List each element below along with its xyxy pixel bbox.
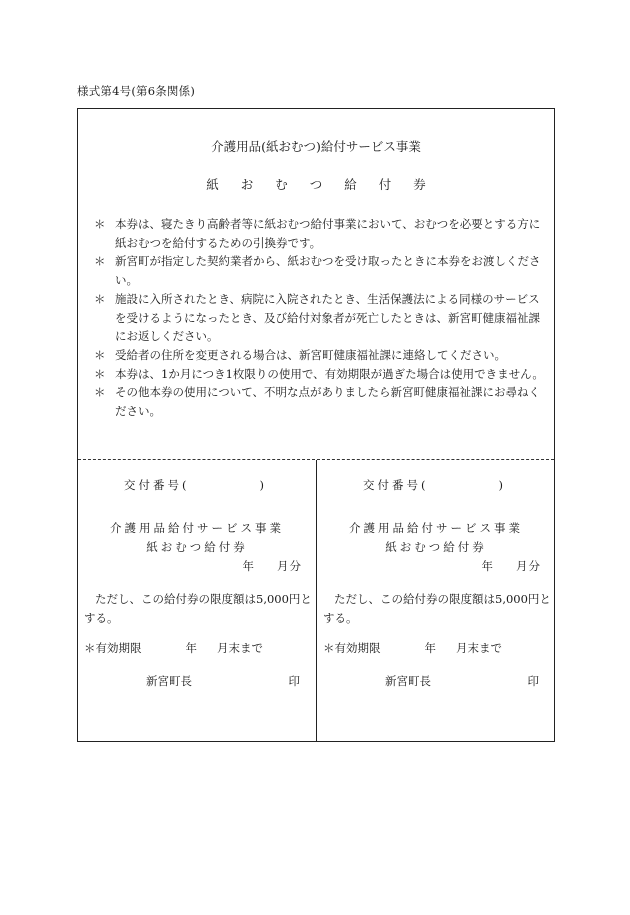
asterisk-mark: ＊ <box>94 366 106 381</box>
subtitle-char: む <box>275 177 288 192</box>
issue-number-close: ) <box>259 478 267 492</box>
subtitle-char: 券 <box>413 177 426 192</box>
expiry-month: 月末まで <box>456 641 502 655</box>
note-text: その他本券の使用について、不明な点がありましたら新宮町健康福祉課にお尋ねください。 <box>115 385 541 419</box>
issue-number-label: 交付番号( <box>124 478 190 492</box>
expiry-line <box>84 640 263 656</box>
coupon-right <box>317 460 555 742</box>
mayor-label: 新宮町長 <box>146 674 192 688</box>
expiry-line <box>323 640 502 656</box>
asterisk-mark: ＊ <box>94 291 106 306</box>
coupon-subheading: 紙おむつ給付券 <box>146 540 248 554</box>
note-text: 本券は、1か月につき1枚限りの使用で、有効期限が過ぎた場合は使用できません。 <box>115 366 544 381</box>
asterisk-mark: ＊ <box>94 347 106 362</box>
subtitle-char: 給 <box>344 177 357 192</box>
coupon-heading: 介護用品給付サービス事業 <box>110 521 284 535</box>
year-label: 年 <box>242 559 255 573</box>
expiry-month: 月末まで <box>217 641 263 655</box>
subtitle-char: 付 <box>378 177 392 192</box>
subtitle-char: お <box>240 177 254 192</box>
voucher-form <box>77 108 555 742</box>
issue-number-close: ) <box>498 478 506 492</box>
seal-mark: 印 <box>288 674 300 688</box>
subtitle-char: つ <box>309 177 323 192</box>
note-text: 受給者の住所を変更される場合は、新宮町健康福祉課に連絡してください。 <box>115 347 506 362</box>
note-item <box>94 383 544 420</box>
issue-number <box>124 477 267 493</box>
issue-number <box>363 477 506 493</box>
year-label: 年 <box>481 559 494 573</box>
mayor-label: 新宮町長 <box>385 674 431 688</box>
limit-text: ただし、この給付券の限度額は5,000円とする。 <box>323 592 551 625</box>
note-item <box>94 215 544 252</box>
asterisk-mark: ＊ <box>94 217 106 231</box>
note-text: 施設に入所されたとき、病院に入院されたとき、生活保護法による同様のサービスを受けるようになったとき、及び給付対象者が死亡したときは、新宮町健康福祉課にお返しください。 <box>115 291 541 344</box>
month-label: 月分 <box>516 559 541 573</box>
note-item <box>94 346 544 365</box>
form-subtitle <box>78 175 554 193</box>
seal-mark: 印 <box>527 674 539 688</box>
note-item <box>94 290 544 346</box>
issue-number-label: 交付番号( <box>363 478 429 492</box>
expiry-label: ＊有効期限 <box>323 641 381 655</box>
form-title: 介護用品(紙おむつ)給付サービス事業 <box>211 139 421 154</box>
expiry-year: 年 <box>185 641 197 655</box>
note-item <box>94 252 544 289</box>
month-label: 月分 <box>277 559 302 573</box>
note-item <box>94 365 544 384</box>
limit-text: ただし、この給付券の限度額は5,000円とする。 <box>84 592 312 625</box>
expiry-label: ＊有効期限 <box>84 641 142 655</box>
coupon-subheading: 紙おむつ給付券 <box>385 540 487 554</box>
coupon-left <box>78 460 316 742</box>
expiry-year: 年 <box>424 641 436 655</box>
subtitle-char: 紙 <box>206 177 219 192</box>
note-text: 新宮町が指定した契約業者から、紙おむつを受け取ったときに本券をお渡しください。 <box>115 254 541 288</box>
asterisk-mark: ＊ <box>94 385 106 400</box>
coupon-month <box>243 558 303 574</box>
form-number-label: 様式第4号(第6条関係) <box>77 84 196 98</box>
coupon-month <box>482 558 542 574</box>
usage-notes <box>94 215 544 421</box>
coupon-heading: 介護用品給付サービス事業 <box>349 521 523 535</box>
note-text: 本券は、寝たきり高齢者等に紙おむつ給付事業において、おむつを必要とする方に紙おむつを給付するための引換券です。 <box>115 217 541 250</box>
asterisk-mark: ＊ <box>94 254 106 269</box>
